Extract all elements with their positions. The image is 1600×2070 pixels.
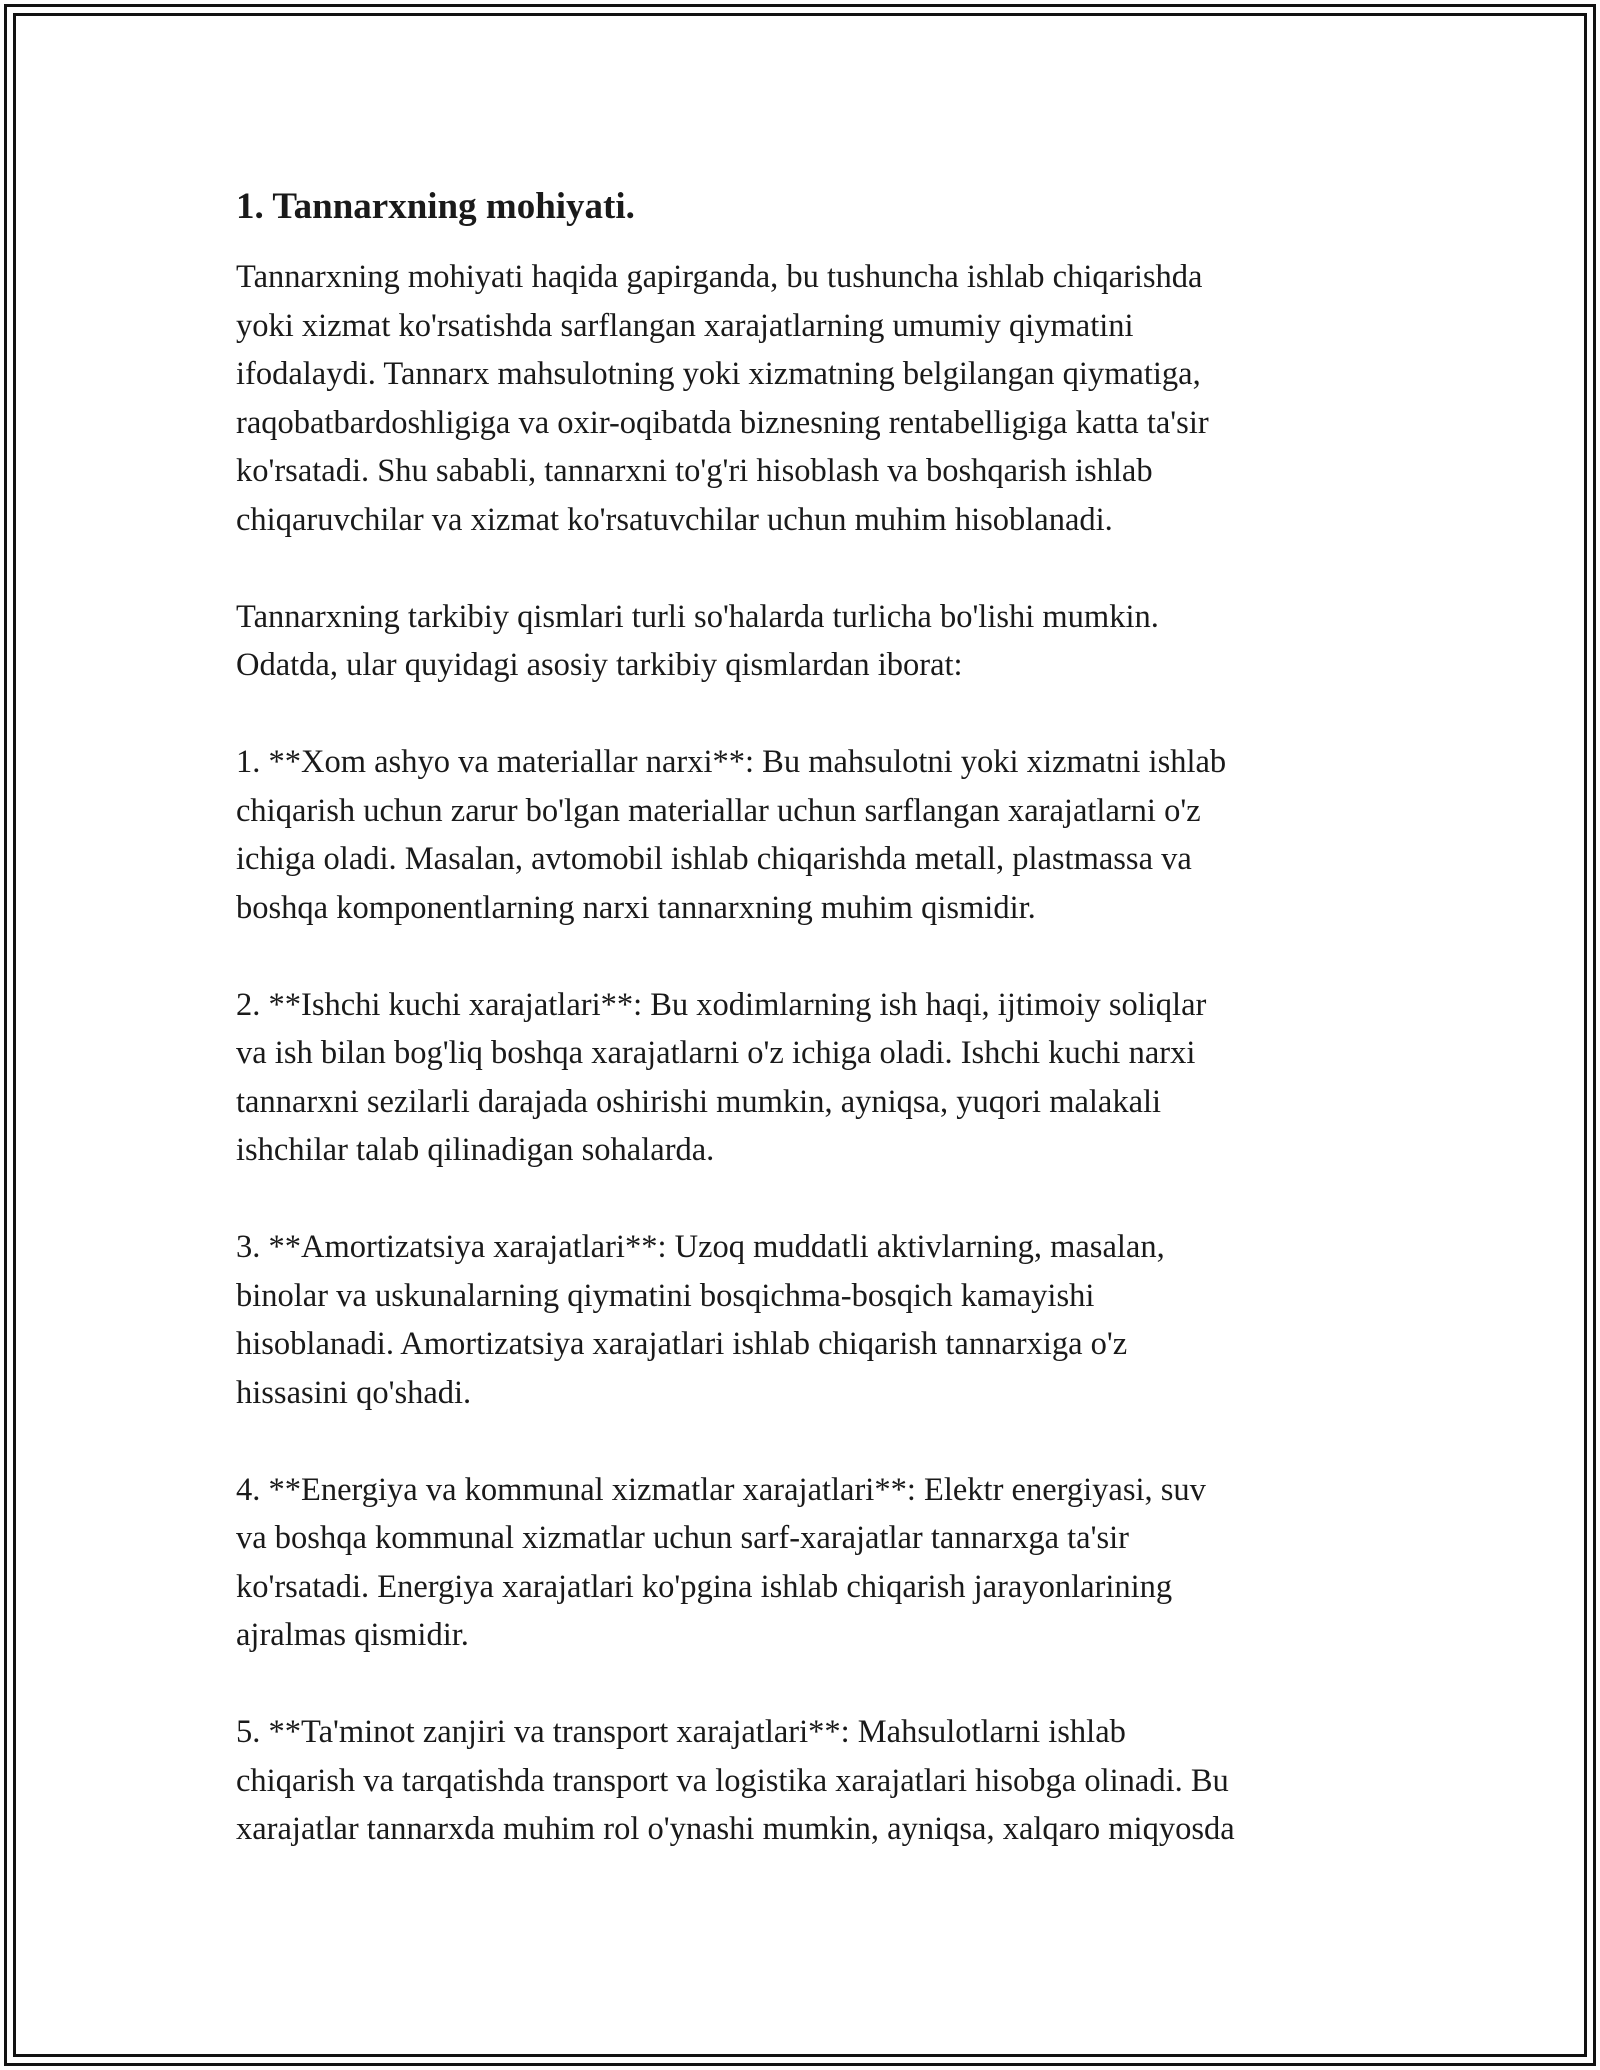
text-line: raqobatbardoshligiga va oxir-oqibatda biznesning rentabelligiga katta ta'sir xyxy=(236,404,1209,441)
list-item-labor-costs xyxy=(236,981,1386,1175)
text-line: va ish bilan bog'liq boshqa xarajatlarni o'z ichiga oladi. Ishchi kuchi narxi xyxy=(236,1035,1196,1071)
text-line: 4. **Energiya va kommunal xizmatlar xarajatlari**: Elektr energiyasi, suv xyxy=(236,1471,1206,1508)
text-line: 3. **Amortizatsiya xarajatlari**: Uzoq muddatli aktivlarning, masalan, xyxy=(236,1229,1165,1265)
section-heading: 1. Tannarxning mohiyati. xyxy=(236,186,635,227)
list-item-energy-utilities xyxy=(236,1466,1386,1660)
text-line: Tannarxning mohiyati haqida gapirganda, bu tushuncha ishlab chiqarishda xyxy=(236,259,1203,295)
text-line: ko'rsatadi. Energiya xarajatlari ko'pgina ishlab chiqarish jarayonlarining xyxy=(236,1568,1173,1605)
text-line: chiqaruvchilar va xizmat ko'rsatuvchilar uchun muhim hisoblanadi. xyxy=(236,501,1113,538)
text-line: 2. **Ishchi kuchi xarajatlari**: Bu xodimlarning ish haqi, ijtimoiy soliqlar xyxy=(236,986,1207,1023)
text-line: hisoblanadi. Amortizatsiya xarajatlari ishlab chiqarish tannarxiga o'z xyxy=(236,1326,1128,1362)
text-line: tannarxni sezilarli darajada oshirishi mumkin, ayniqsa, yuqori malakali xyxy=(236,1083,1162,1120)
text-line: chiqarish va tarqatishda transport va logistika xarajatlari hisobga olinadi. Bu xyxy=(236,1762,1229,1799)
text-line: Tannarxning tarkibiy qismlari turli so'halarda turlicha bo'lishi mumkin. xyxy=(236,598,1159,635)
paragraph-intro xyxy=(236,253,1386,544)
text-line: yoki xizmat ko'rsatishda sarflangan xarajatlarning umumiy qiymatini xyxy=(236,307,1134,344)
text-line: binolar va uskunalarning qiymatini bosqichma-bosqich kamayishi xyxy=(236,1277,1095,1314)
text-line: 5. **Ta'minot zanjiri va transport xarajatlari**: Mahsulotlarni ishlab xyxy=(236,1714,1126,1750)
text-line: ifodalaydi. Tannarx mahsulotning yoki xizmatning belgilangan qiymatiga, xyxy=(236,356,1201,392)
text-line: 1. **Xom ashyo va materiallar narxi**: Bu mahsulotni yoki xizmatni ishlab xyxy=(236,744,1227,780)
paragraph-components-intro xyxy=(236,593,1386,690)
text-line: Odatda, ular quyidagi asosiy tarkibiy qismlardan iborat: xyxy=(236,647,963,683)
text-line: xarajatlar tannarxda muhim rol o'ynashi mumkin, ayniqsa, xalqaro miqyosda xyxy=(236,1811,1235,1847)
list-item-supply-chain xyxy=(236,1708,1386,1854)
text-line: ichiga oladi. Masalan, avtomobil ishlab chiqarishda metall, plastmassa va xyxy=(236,841,1192,877)
text-line: ko'rsatadi. Shu sababli, tannarxni to'g'ri hisoblash va boshqarish ishlab xyxy=(236,453,1153,489)
text-line: boshqa komponentlarning narxi tannarxning muhim qismidir. xyxy=(236,889,1036,926)
text-line: chiqarish uchun zarur bo'lgan materiallar uchun sarflangan xarajatlarni o'z xyxy=(236,792,1201,829)
list-item-raw-materials xyxy=(236,738,1386,932)
text-line: ishchilar talab qilinadigan sohalarda. xyxy=(236,1132,715,1168)
list-item-depreciation xyxy=(236,1223,1386,1417)
document-body xyxy=(236,183,1386,1902)
text-line: hissasini qo'shadi. xyxy=(236,1374,472,1411)
text-line: va boshqa kommunal xizmatlar uchun sarf-xarajatlar tannarxga ta'sir xyxy=(236,1520,1129,1556)
text-line: ajralmas qismidir. xyxy=(236,1617,469,1653)
